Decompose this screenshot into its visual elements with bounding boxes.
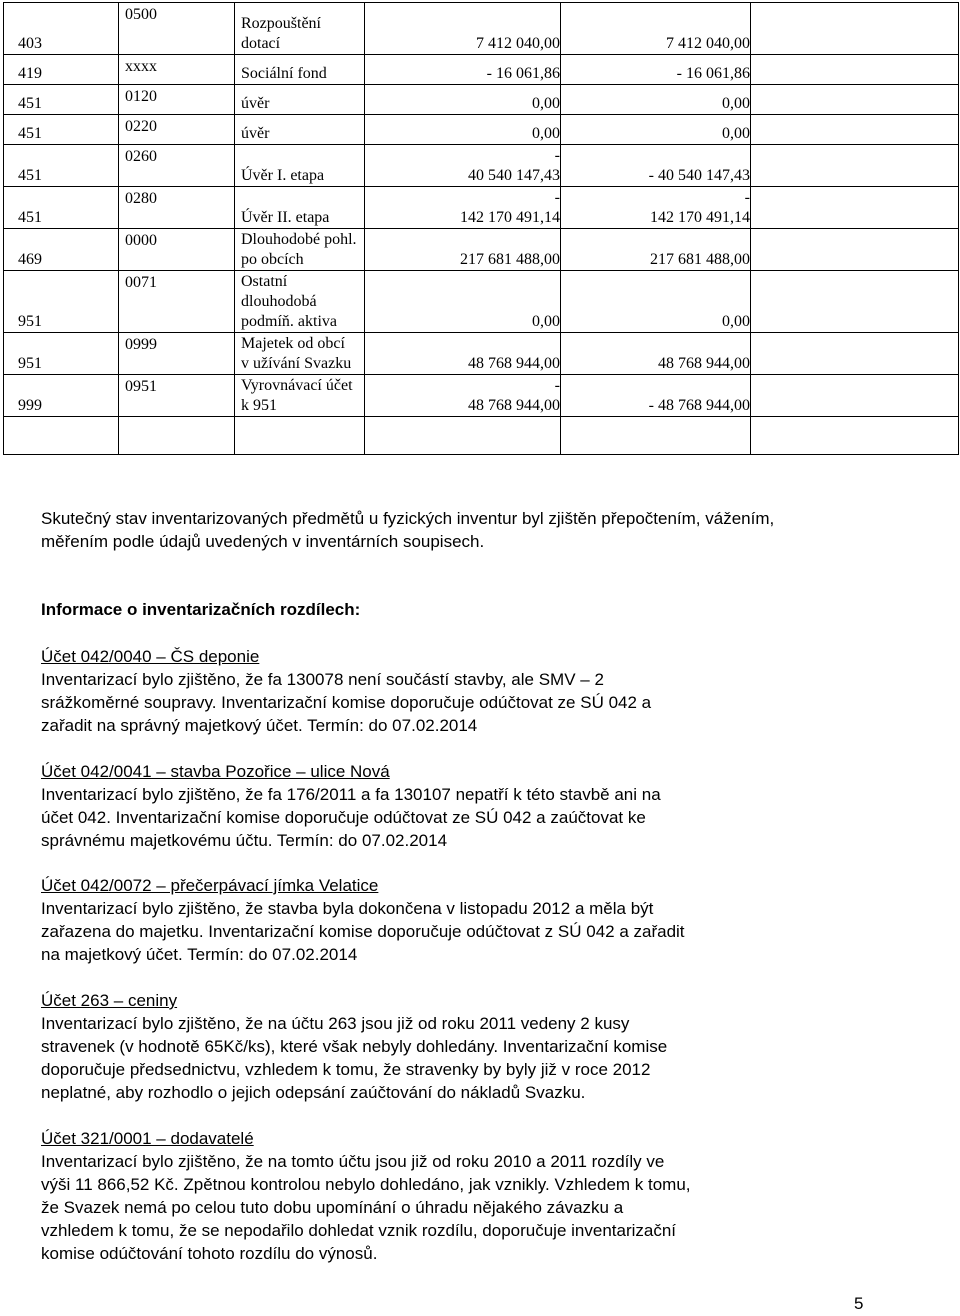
account-name-cell-line: úvěr [241,125,270,142]
section-line: výši 11 866,52 Kč. Zpětnou kontrolou nebylo dohledáno, jak vznikly. Vzhledem k tomu, [41,1175,691,1194]
table-row [4,229,959,271]
book-value-cell [365,85,561,115]
account-name-cell-line: Rozpouštění [241,15,321,32]
account-name-cell [235,187,365,229]
table-row [4,187,959,229]
section-line: Inventarizací bylo zjištěno, že na účtu 263 jsou již od roku 2011 vedeny 2 kusy [41,1014,630,1033]
difference-cell [751,3,959,55]
actual-value-cell-line: 7 412 040,00 [666,35,750,52]
account-name-cell-line: Ostatní [241,273,288,290]
account-name-cell [235,333,365,375]
analytic-code-cell: 0280 [119,187,235,229]
table-row [4,333,959,375]
section-title: Účet 042/0072 – přečerpávací jímka Velatice [41,876,379,895]
account-name-cell-line: Majetek od obcí [241,335,345,352]
intro-text: Skutečný stav inventarizovaných předmětů u fyzických inventur byl zjištěn přepočtením, vážením, měřením podle údajů uvedených v inventárních soupisech. [41,509,775,551]
book-value-cell [365,375,561,417]
empty-cell [4,417,119,455]
section-line: Inventarizací bylo zjištěno, že stavba byla dokončena v listopadu 2012 a měla být [41,899,654,918]
empty-cell [365,417,561,455]
table-row [4,115,959,145]
difference-cell [751,271,959,333]
accounts-table-body [4,3,959,455]
book-value-cell-line: 48 768 944,00 [468,397,560,414]
account-name-cell [235,3,365,55]
diff-heading: Informace o inventarizačních rozdílech: [41,600,361,619]
book-value-cell [365,187,561,229]
book-value-cell [365,55,561,85]
actual-value-cell-line: 0,00 [722,125,750,142]
accounts-table [3,2,959,455]
account-number-cell: 403 [4,3,119,55]
section-line: Inventarizací bylo zjištěno, že fa 176/2011 a fa 130107 nepatří k této stavbě ani na [41,785,661,804]
table-row [4,55,959,85]
actual-value-cell [561,271,751,333]
account-number-cell: 469 [4,229,119,271]
difference-cell [751,333,959,375]
account-number-cell: 451 [4,115,119,145]
account-name-cell-line: k 951 [241,397,277,414]
actual-value-cell-line: 0,00 [722,95,750,112]
account-name-cell [235,145,365,187]
book-value-cell-line: - 16 061,86 [486,65,560,82]
account-number-cell: 451 [4,85,119,115]
book-value-cell-line: - [554,147,560,164]
actual-value-cell [561,187,751,229]
empty-cell [235,417,365,455]
section-line: srážkoměrné soupravy. Inventarizační komise doporučuje odúčtovat ze SÚ 042 a [41,693,652,712]
account-name-cell-line: Úvěr II. etapa [241,209,330,226]
actual-value-cell [561,55,751,85]
account-name-cell-line: Vyrovnávací účet [241,377,353,394]
difference-cell [751,187,959,229]
diff-section [41,760,831,852]
section-line: zařadit na správný majetkový účet. Termín: do 07.02.2014 [41,716,478,735]
difference-cell [751,229,959,271]
analytic-code-cell: 0999 [119,333,235,375]
difference-cell [751,375,959,417]
page-number: 5 [854,1294,864,1313]
analytic-code-cell: xxxx [119,55,235,85]
table-row-empty [4,417,959,455]
empty-cell [119,417,235,455]
section-line: správnému majetkovému účtu. Termín: do 07.02.2014 [41,831,448,850]
section-line: komise odúčtování tohoto rozdílu do výnosů. [41,1244,378,1263]
account-name-cell-line: podmíň. aktiva [241,313,337,330]
account-name-cell-line: Sociální fond [241,65,327,82]
diff-heading-block [41,598,831,621]
account-name-cell [235,375,365,417]
diff-section [41,874,831,966]
table-row [4,375,959,417]
book-value-cell-line: 0,00 [532,313,560,330]
book-value-cell-line: 0,00 [532,125,560,142]
actual-value-cell [561,333,751,375]
account-name-cell-line: Úvěr I. etapa [241,167,325,184]
book-value-cell [365,333,561,375]
difference-cell [751,55,959,85]
actual-value-cell [561,85,751,115]
section-line: Inventarizací bylo zjištěno, že na tomto účtu jsou již od roku 2010 a 2011 rozdíly ve [41,1152,665,1171]
account-name-cell [235,229,365,271]
account-number-cell: 451 [4,145,119,187]
account-number-cell: 951 [4,333,119,375]
account-name-cell [235,85,365,115]
section-title: Účet 321/0001 – dodavatelé [41,1129,254,1148]
analytic-code-cell: 0120 [119,85,235,115]
actual-value-cell [561,115,751,145]
difference-cell [751,85,959,115]
empty-cell [751,417,959,455]
book-value-cell-line: 7 412 040,00 [476,35,560,52]
intro-paragraph [41,507,831,553]
actual-value-cell-line: - 40 540 147,43 [648,167,750,184]
account-number-cell: 951 [4,271,119,333]
book-value-cell [365,145,561,187]
account-name-cell-line: v užívání Svazku [241,355,352,372]
actual-value-cell [561,3,751,55]
section-line: že Svazek nemá po celou tuto dobu upomínání o úhradu nějakého závazku a [41,1198,624,1217]
account-name-cell [235,271,365,333]
account-name-cell-line: Dlouhodobé pohl. [241,231,357,248]
account-name-cell-line: dlouhodobá [241,293,317,310]
table-row [4,85,959,115]
actual-value-cell [561,145,751,187]
section-line: stravenek (v hodnotě 65Kč/ks), které však nebyly dohledány. Inventarizační komise [41,1037,668,1056]
table-row [4,271,959,333]
account-name-cell-line: po obcích [241,251,304,268]
actual-value-cell-line: - 48 768 944,00 [648,397,750,414]
actual-value-cell-line: - [744,189,750,206]
actual-value-cell [561,375,751,417]
account-name-cell-line: dotací [241,35,281,52]
account-number-cell: 451 [4,187,119,229]
book-value-cell [365,271,561,333]
analytic-code-cell: 0951 [119,375,235,417]
empty-cell [561,417,751,455]
analytic-code-cell: 0500 [119,3,235,55]
book-value-cell-line: - [554,189,560,206]
account-name-cell-line: úvěr [241,95,270,112]
actual-value-cell [561,229,751,271]
book-value-cell [365,115,561,145]
book-value-cell-line: 48 768 944,00 [468,355,560,372]
book-value-cell [365,3,561,55]
account-name-cell [235,55,365,85]
book-value-cell-line: 40 540 147,43 [468,167,560,184]
table-row [4,3,959,55]
analytic-code-cell: 0071 [119,271,235,333]
difference-cell [751,145,959,187]
section-line: zařazena do majetku. Inventarizační komise doporučuje odúčtovat z SÚ 042 a zařadit [41,922,685,941]
book-value-cell [365,229,561,271]
book-value-cell-line: - [554,377,560,394]
table-row [4,145,959,187]
book-value-cell-line: 142 170 491,14 [460,209,560,226]
actual-value-cell-line: 142 170 491,14 [650,209,750,226]
diff-section [41,1127,831,1265]
analytic-code-cell: 0260 [119,145,235,187]
actual-value-cell-line: - 16 061,86 [676,65,750,82]
section-line: účet 042. Inventarizační komise doporučuje odúčtovat ze SÚ 042 a zaúčtovat ke [41,808,646,827]
analytic-code-cell: 0000 [119,229,235,271]
section-line: Inventarizací bylo zjištěno, že fa 130078 není součástí stavby, ale SMV – 2 [41,670,604,689]
account-number-cell: 999 [4,375,119,417]
actual-value-cell-line: 48 768 944,00 [658,355,750,372]
book-value-cell-line: 217 681 488,00 [460,251,560,268]
book-value-cell-line: 0,00 [532,95,560,112]
section-line: neplatné, aby rozhodlo o jejich odepsání zaúčtování do nákladů Svazku. [41,1083,586,1102]
section-line: vzhledem k tomu, že se nepodařilo dohledat vznik rozdílu, doporučuje inventarizační [41,1221,677,1240]
section-title: Účet 042/0041 – stavba Pozořice – ulice Nová [41,762,390,781]
section-line: na majetkový účet. Termín: do 07.02.2014 [41,945,358,964]
section-title: Účet 042/0040 – ČS deponie [41,647,260,666]
section-title: Účet 263 – ceniny [41,991,178,1010]
actual-value-cell-line: 0,00 [722,313,750,330]
actual-value-cell-line: 217 681 488,00 [650,251,750,268]
account-number-cell: 419 [4,55,119,85]
account-name-cell [235,115,365,145]
difference-cell [751,115,959,145]
diff-section [41,989,831,1104]
diff-section [41,645,831,737]
analytic-code-cell: 0220 [119,115,235,145]
section-line: doporučuje předsednictvu, vzhledem k tomu, že stravenky by byly již v roce 2012 [41,1060,651,1079]
